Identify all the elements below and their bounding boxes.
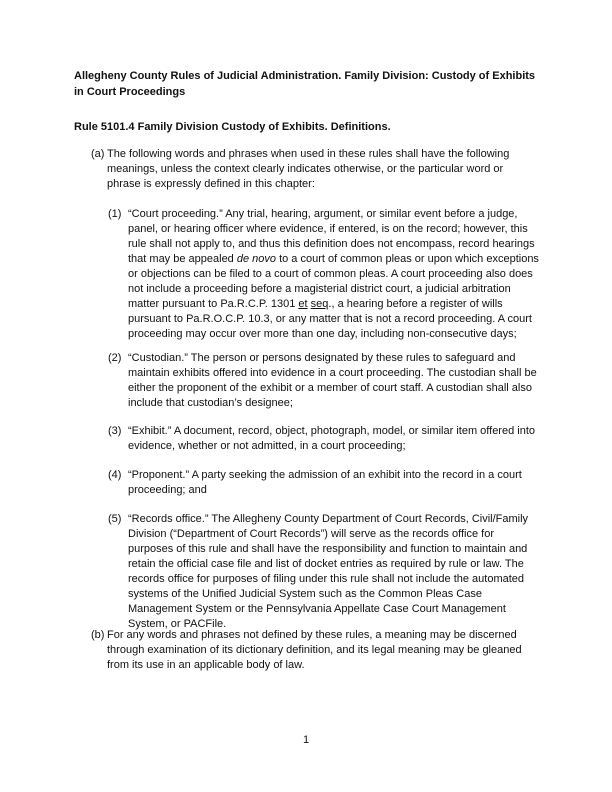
definition-custodian xyxy=(108,351,539,411)
definition-text: “Custodian.” The person or persons designated by these rules to safeguard and maintain exhibits offered into evidence in a court proceeding. The custodian shall be either the proponent of the exhibit or a member of court staff. A custodian shall also include that custodian’s designee; xyxy=(128,352,537,409)
definition-marker: (5) xyxy=(108,513,122,525)
definition-proponent xyxy=(108,468,539,498)
section-b-marker: (b) xyxy=(91,629,105,641)
definition-exhibit xyxy=(108,424,539,454)
definition-text xyxy=(128,207,539,342)
page-number: 1 xyxy=(302,734,310,746)
underlined-et: et xyxy=(298,298,308,310)
definition-marker: (4) xyxy=(108,469,122,481)
section-b xyxy=(91,628,536,673)
definition-marker: (2) xyxy=(108,352,122,364)
italic-term-de-novo: de novo xyxy=(236,253,277,265)
definition-text: “Proponent.” A party seeking the admission of an exhibit into the record in a court proceeding; and xyxy=(128,469,522,496)
document-title: Allegheny County Rules of Judicial Administration. Family Division: Custody of Exhibits in Court Proceedings xyxy=(74,70,536,98)
section-a-marker: (a) xyxy=(91,148,105,160)
definition-text-part: “Court proceeding.” Any trial, hearing, argument, or similar event before a judge, panel, or hearing officer where evidence, if entered, is on the record; however, this rule shall not apply to, and thus this definition does not encompass, record hearings that may be appealed xyxy=(128,208,535,265)
underlined-seq: seq xyxy=(310,298,329,310)
definition-text-part: to a court of common pleas or upon which exceptions or objections can be filed to a court of common pleas. A court proceeding also does not include a proceeding before a magisterial district court, a judicial arbitration matter pursuant to Pa.R.C.P. 1301 xyxy=(128,253,539,310)
rule-heading: Rule 5101.4 Family Division Custody of Exhibits. Definitions. xyxy=(74,121,391,133)
definition-records-office xyxy=(108,512,539,632)
definition-text: “Records office.” The Allegheny County Department of Court Records, Civil/Family Division (“Department of Court Records”) will serve as the records office for purposes of this rule and shall have the responsibility and function to maintain and retain the official case file and list of docket entries as required by rule or law. The records office for purposes of filing under this rule shall not include the automated systems of the Unified Judicial System such as the Common Pleas Case Management System or the Pennsylvania Appellate Case Court Management System, or PACFile. xyxy=(128,513,529,630)
definition-text-part: ., a hearing before a register of wills pursuant to Pa.R.O.C.P. 10.3, or any matter that is not a record proceeding. A court proceeding may occur over more than one day, including non-consecutive days; xyxy=(128,298,532,340)
section-a-text: The following words and phrases when used in these rules shall have the following meanings, unless the context clearly indicates otherwise, or the particular word or phrase is expressly defined in this chapter: xyxy=(107,148,510,190)
definition-court-proceeding xyxy=(108,207,539,342)
section-b-text: For any words and phrases not defined by these rules, a meaning may be discerned through examination of its dictionary definition, and its legal meaning may be gleaned from its use in an applicable body of law. xyxy=(107,629,522,671)
definition-marker: (3) xyxy=(108,425,122,437)
definition-marker: (1) xyxy=(108,208,122,220)
section-a xyxy=(91,147,536,192)
definition-text: “Exhibit.” A document, record, object, photograph, model, or similar item offered into evidence, whether or not admitted, in a court proceeding; xyxy=(128,425,535,452)
